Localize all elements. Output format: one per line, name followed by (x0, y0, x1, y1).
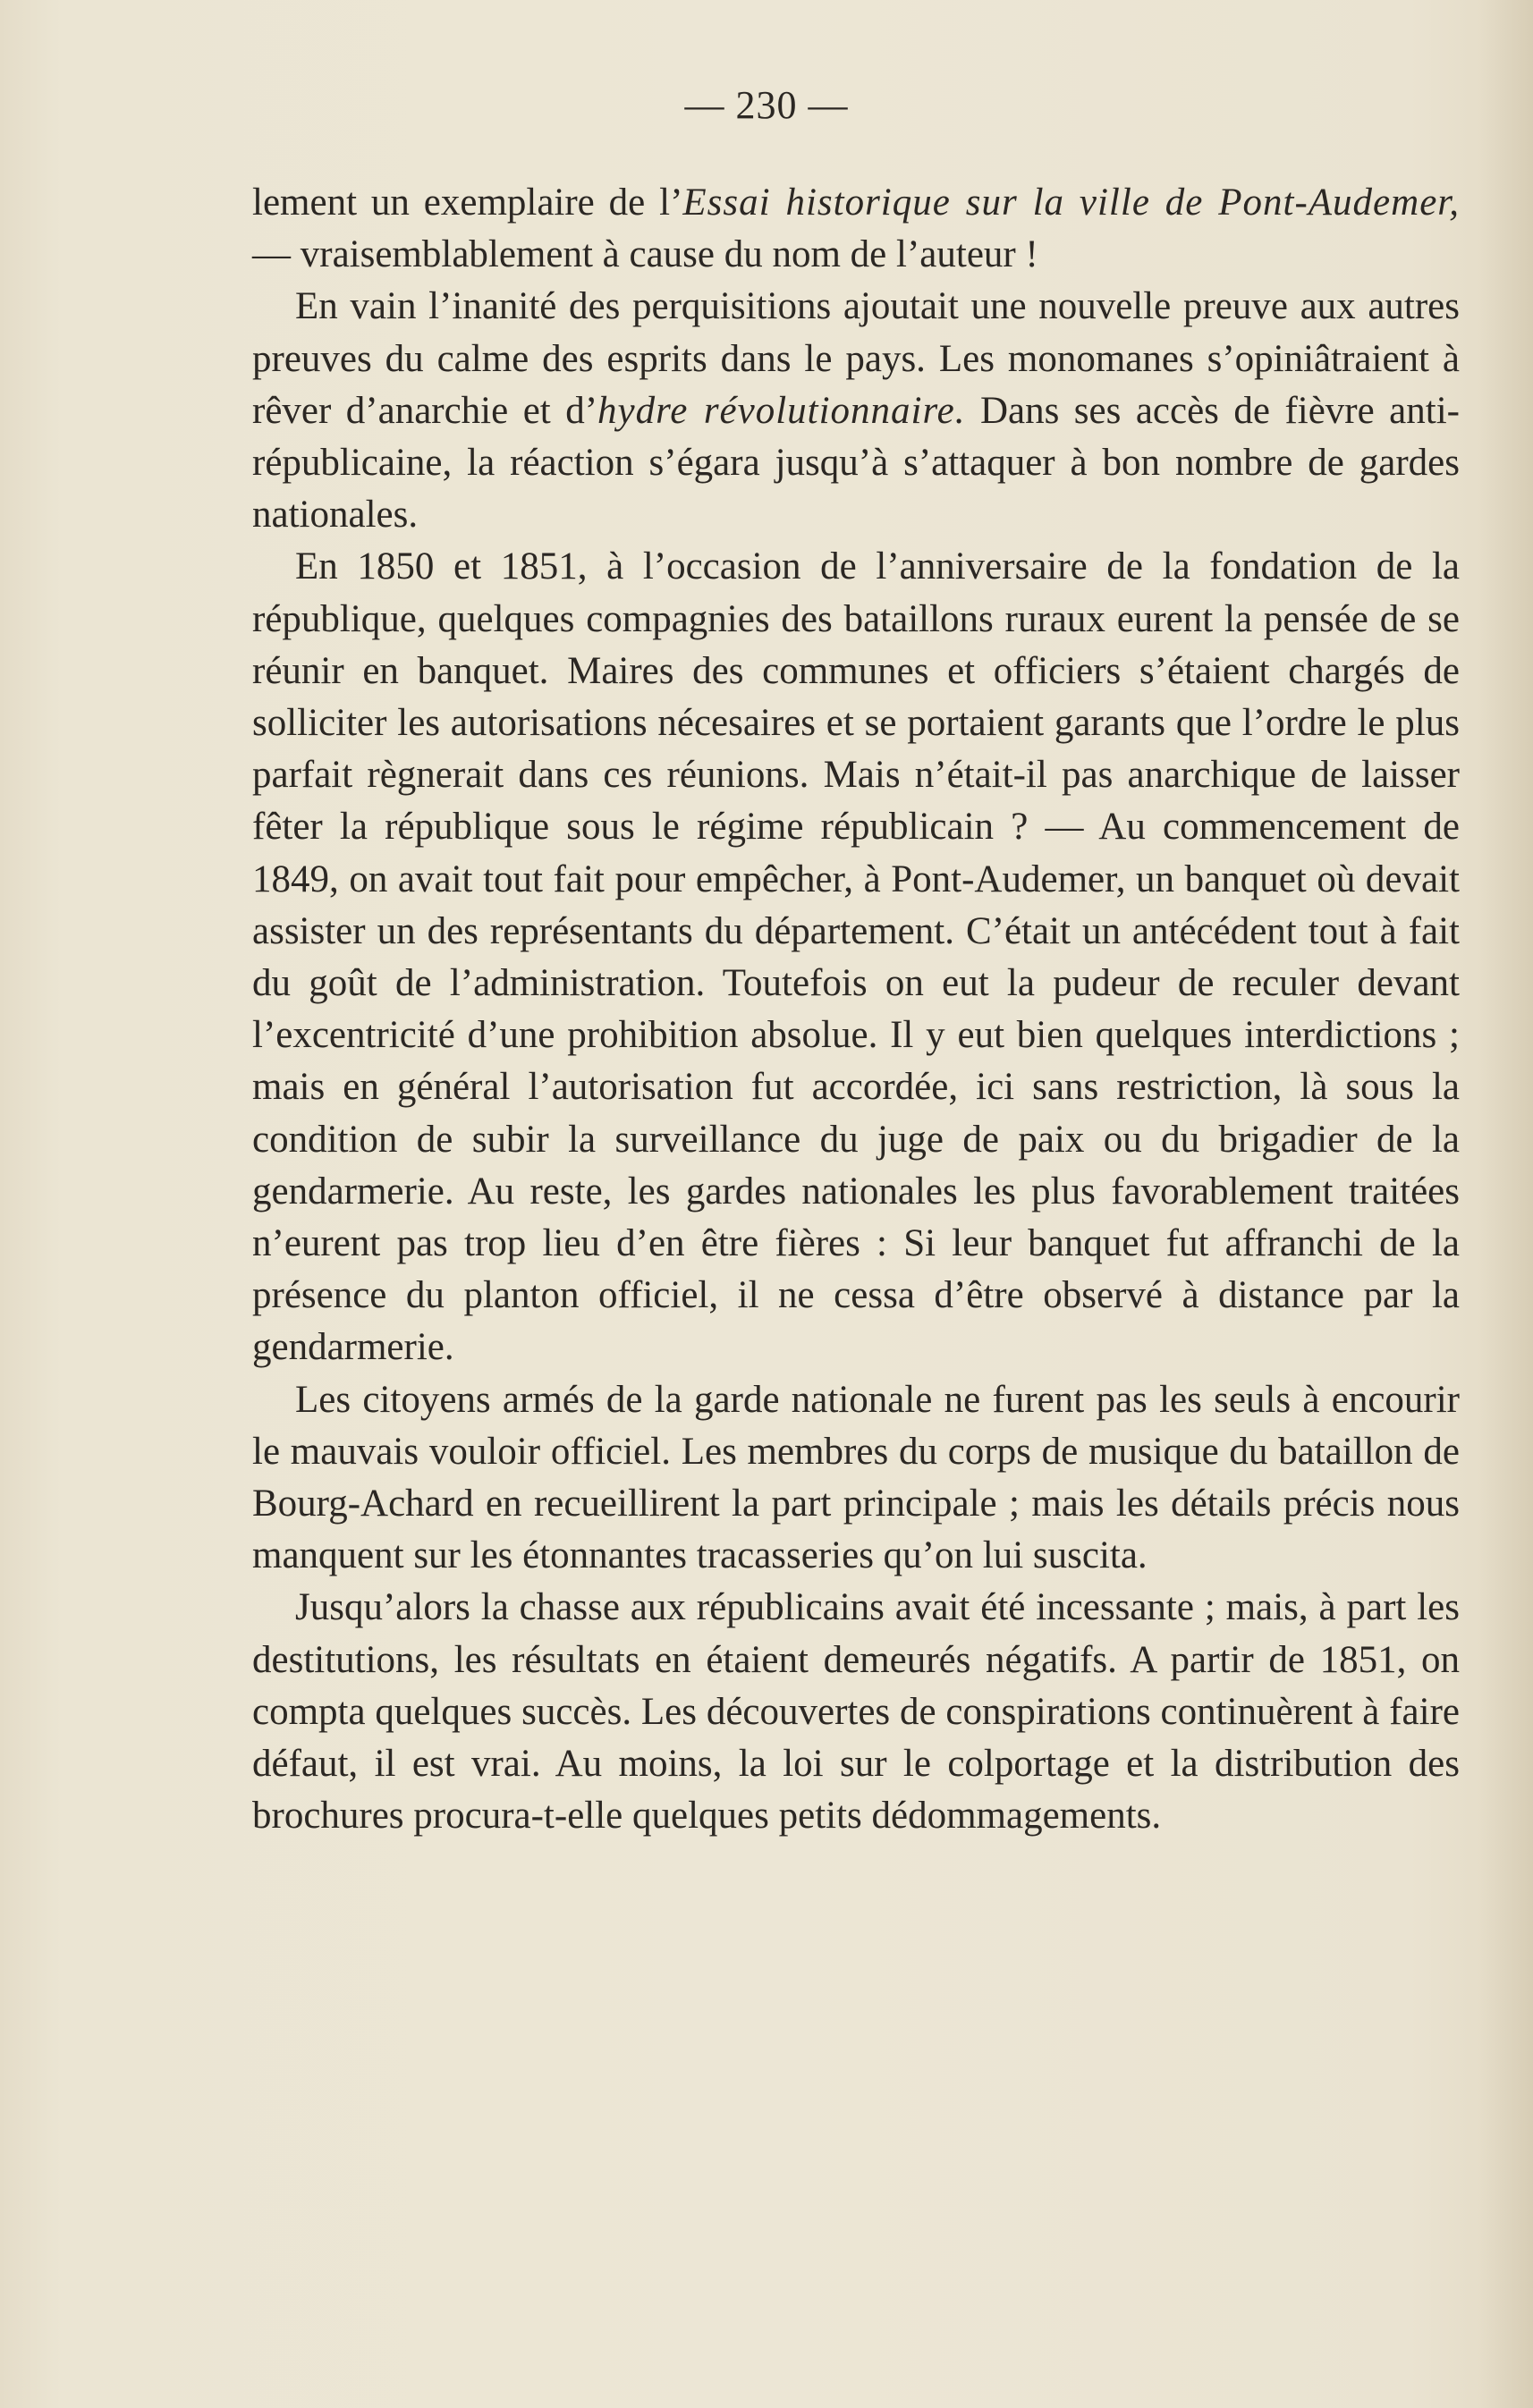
paragraph-2 (252, 281, 1460, 541)
italic-phrase: hydre révolutionnaire. (597, 389, 966, 432)
paragraph-1 (252, 177, 1460, 281)
text-segment: Jusqu’alors la chasse aux républicains avait été incessante ; mais, à part les destitutions, les résultats en étaient demeurés négatifs. A partir de 1851, on compta quelques succès. Les découvertes de conspirations continuèrent à faire défaut, il est vrai. Au moins, la loi sur le colportage et la distribution des brochures procura-t-elle quelques petits dédommagements. (252, 1586, 1460, 1838)
text-segment: — vraisemblablement à cause du nom de l’auteur ! (252, 233, 1038, 276)
body-text (252, 177, 1460, 1843)
paragraph-4 (252, 1374, 1460, 1583)
text-segment: En vain l’inanité des perquisitions ajoutait une nouvelle preuve aux autres preuves du calme des esprits dans le pays. Les monomanes s’opiniâtraient à rêver d’anarchie et d’ (252, 285, 1460, 432)
paragraph-5 (252, 1582, 1460, 1842)
page-edge-shadow (1479, 0, 1533, 2408)
text-segment: En 1850 et 1851, à l’occasion de l’anniversaire de la fondation de la république, quelques compagnies des bataillons ruraux eurent la pensée de se réunir en banquet. Maires des communes et officiers s’étaient chargés de solliciter les autorisations nécesaires et se portaient garants que l’ordre le plus parfait règnerait dans ces réunions. Mais n’était-il pas anarchique de laisser fêter la république sous le régime républicain ? — Au commencement de 1849, on avait tout fait pour empêcher, à Pont-Audemer, un banquet où devait assister un des représentants du département. C’était un antécédent tout à fait du goût de l’administration. Toutefois on eut la pudeur de reculer devant l’excentricité d’une prohibition absolue. Il y eut bien quelques interdictions ; mais en général l’autorisation fut accordée, ici sans restriction, là sous la condition de subir la surveillance du juge de paix ou du brigadier de la gendarmerie. Au reste, les gardes nationales les plus favorablement traitées n’eurent pas trop lieu d’en être fières : Si leur banquet fut affranchi de la présence du planton officiel, il ne cessa d’être observé à distance par la gendarmerie. (252, 545, 1460, 1369)
text-segment: lement un exemplaire de l’ (252, 182, 683, 224)
text-segment: Les citoyens armés de la garde nationale ne furent pas les seuls à encourir le mauvais vouloir officiel. Les membres du corps de musique du bataillon de Bourg-Achard en recueillirent la part principale ; mais les détails précis nous manquent sur les étonnantes tracasseries qu’on lui suscita. (252, 1378, 1460, 1577)
paragraph-3 (252, 541, 1460, 1373)
italic-title: Essai historique sur la ville de Pont-Audemer, (682, 182, 1460, 224)
text-segment: Dans ses accès de fièvre anti-républicaine, la réaction s’égara jusqu’à s’attaquer à bon nombre de gardes nationales. (252, 389, 1460, 537)
page-number: — 230 — (684, 83, 849, 127)
